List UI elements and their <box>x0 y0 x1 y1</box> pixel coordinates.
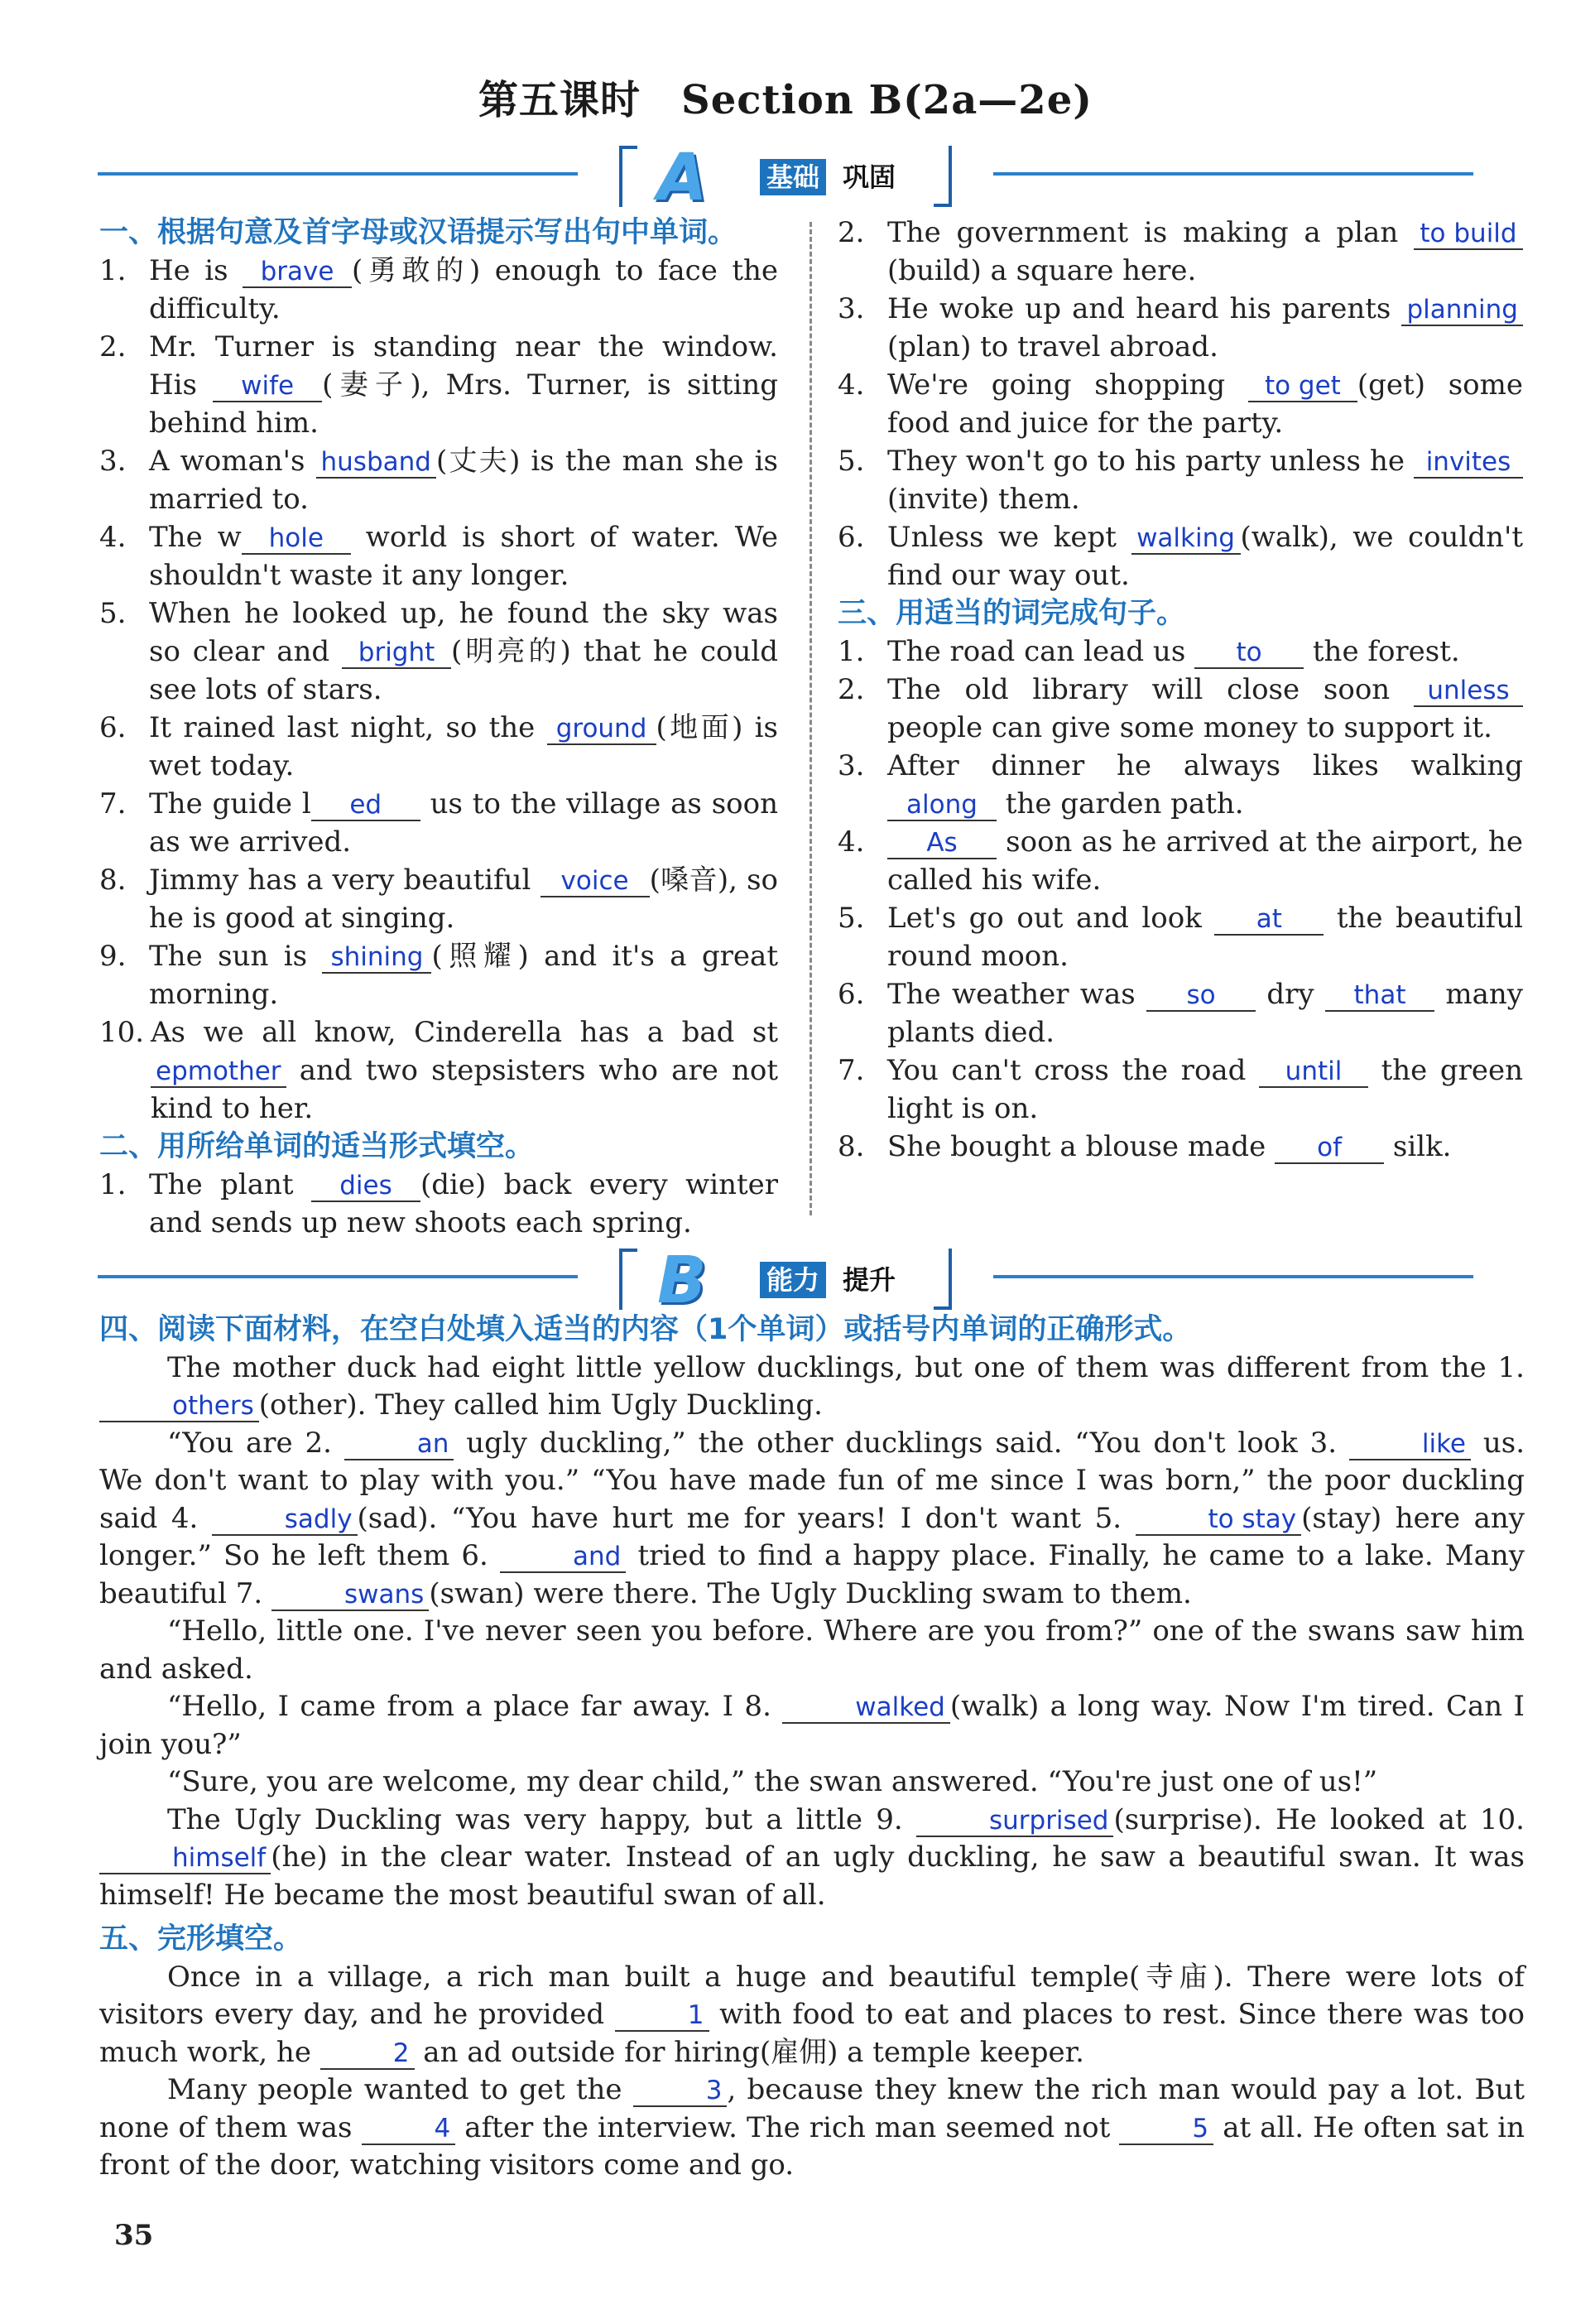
answer-blank: to stay <box>1136 1504 1302 1536</box>
exercise-item <box>99 594 778 709</box>
answer-blank: himself <box>99 1843 271 1874</box>
item-text: The plant dies (die) back every winter and sends up new shoots each spring. <box>149 1168 778 1239</box>
banner-line-left <box>98 1275 578 1278</box>
column-divider <box>810 222 812 1215</box>
item-text: The guide l ed us to the village as soon as we arrived. <box>149 787 779 859</box>
exercise-item <box>838 823 1523 899</box>
item-text: The w hole world is short of water. We shouldn't waste it any longer. <box>149 521 778 592</box>
banner-tag: 基础 <box>760 159 826 195</box>
item-number: 2. <box>838 673 865 706</box>
banner-line-left <box>98 172 578 176</box>
part3-heading: 三、用适当的词完成句子。 <box>838 597 1186 630</box>
item-text: The road can lead us to the forest. <box>887 635 1460 668</box>
exercise-item <box>99 518 778 594</box>
part4-paragraph: “Sure, you are welcome, my dear child,” the swan answered. “You're just one of us!” <box>167 1765 1378 1798</box>
exercise-item <box>838 633 1523 671</box>
item-text: The weather was so dry that many plants died. <box>887 978 1523 1049</box>
answer-blank: and <box>500 1542 626 1573</box>
item-text: As we all know, Cinderella has a bad stepmother and two stepsisters who are not kind to her. <box>151 1016 778 1125</box>
item-number: 9. <box>99 940 127 973</box>
item-number: 4. <box>838 825 865 859</box>
item-number: 8. <box>99 864 127 897</box>
item-text: After dinner he always likes walking along the garden path. <box>887 749 1523 820</box>
item-number: 3. <box>838 292 865 325</box>
part5-paragraph: Once in a village, a rich man built a huge and beautiful temple(寺庙). There were lots of visitors every day, and he provided 1 with food to eat and places to rest. Since there was too much work, he 2 an ad outside for hiring(雇佣) a temple keeper. <box>99 1960 1525 2069</box>
banner-line-right <box>993 172 1473 176</box>
item-number: 4. <box>838 368 865 402</box>
item-number: 2. <box>99 330 127 363</box>
exercise-item <box>99 1013 778 1128</box>
item-text: We're going shopping to get (get) some food and juice for the party. <box>887 368 1523 440</box>
answer-blank: 1 <box>615 2000 709 2032</box>
item-number: 3. <box>838 749 865 782</box>
banner-letter: A <box>657 141 708 215</box>
answer-blank: walking <box>1131 523 1241 555</box>
exercise-item <box>838 747 1523 823</box>
page-number: 35 <box>114 2219 154 2252</box>
item-text: You can't cross the road until the green light is on. <box>887 1054 1523 1125</box>
answer-blank: until <box>1259 1056 1368 1088</box>
item-text: A woman's husband (丈夫) is the man she is married to. <box>149 445 778 516</box>
exercise-item <box>838 899 1523 975</box>
item-text: As soon as he arrived at the airport, he called his wife. <box>887 825 1523 897</box>
answer-blank: epmother <box>151 1056 286 1088</box>
part5-paragraph: Many people wanted to get the 3 , because they knew the rich man would pay a lot. But none of them was 4 after the interview. The rich man seemed not 5 at all. He often sat in front of the door, watching visitors come and go. <box>99 2073 1525 2182</box>
answer-blank: shining <box>322 942 431 974</box>
answer-blank: sadly <box>212 1504 358 1536</box>
answer-blank: that <box>1325 980 1434 1012</box>
item-text: Jimmy has a very beautiful voice (嗓音), so he is good at singing. <box>149 864 779 935</box>
item-number: 7. <box>838 1054 865 1087</box>
left-column <box>99 214 778 1242</box>
section-banner-b <box>98 1244 1473 1318</box>
exercise-item <box>838 975 1523 1051</box>
item-text: The old library will close soon unless people can give some money to support it. <box>887 671 1523 747</box>
exercise-item <box>99 861 778 937</box>
answer-blank: 2 <box>320 2038 415 2070</box>
item-number: 6. <box>838 521 865 554</box>
answer-blank: ed <box>311 790 420 821</box>
item-text: Mr. Turner is standing near the window. His wife (妻子), Mrs. Turner, is sitting behind him. <box>149 330 779 440</box>
answer-blank: wife <box>213 371 322 402</box>
item-number: 8. <box>838 1130 865 1163</box>
bracket-left <box>619 1249 637 1310</box>
part4-paragraph: The Ugly Duckling was very happy, but a little 9. surprised (surprise). He looked at 10. himself (he) in the clear water. Instead of an ugly duckling, he saw a beautiful swan. It was himself! He became the most beautiful swan of all. <box>99 1802 1525 1912</box>
answer-blank: surprised <box>916 1806 1113 1837</box>
answer-blank: so <box>1146 980 1256 1012</box>
item-number: 5. <box>99 597 127 630</box>
exercise-item <box>838 671 1523 747</box>
answer-blank: to build <box>1414 219 1523 250</box>
exercise-item <box>838 366 1523 442</box>
answer-blank: ground <box>547 714 656 745</box>
answer-blank: to get <box>1248 371 1357 402</box>
exercise-item <box>838 442 1523 518</box>
banner-tag-label: 巩固 <box>843 161 896 193</box>
answer-blank: hole <box>242 523 351 555</box>
part4-block <box>99 1311 1525 1914</box>
item-text: When he looked up, he found the sky was so clear and bright (明亮的) that he could see lots of stars. <box>149 597 778 706</box>
banner-tag-label: 提升 <box>843 1264 896 1296</box>
part2-heading: 二、用所给单词的适当形式填空。 <box>99 1130 535 1163</box>
answer-blank: to <box>1194 638 1304 669</box>
exercise-item <box>838 1051 1523 1128</box>
exercise-item <box>99 1166 778 1242</box>
answer-blank: of <box>1275 1133 1384 1164</box>
item-text: They won't go to his party unless he invites(invite) them. <box>887 442 1523 518</box>
exercise-item <box>99 328 778 442</box>
page-title: 第五课时 Section B(2a—2e) <box>478 77 1093 123</box>
exercise-item <box>838 214 1523 290</box>
answer-blank: along <box>887 790 997 821</box>
answer-blank: 3 <box>633 2076 728 2107</box>
part5-block <box>99 1921 1525 2185</box>
item-text: The sun is shining (照耀) and it's a great morning. <box>149 940 778 1011</box>
part4-paragraph: The mother duck had eight little yellow ducklings, but one of them was different from the 1. others (other). They called him Ugly Duckling. <box>99 1350 1525 1425</box>
banner-letter: B <box>657 1244 707 1318</box>
part4-paragraph: “Hello, I came from a place far away. I 8. walked (walk) a long way. Now I'm tired. Can I join you?” <box>99 1690 1525 1761</box>
bracket-left <box>619 146 637 207</box>
exercise-item <box>99 252 778 328</box>
exercise-item <box>838 518 1523 594</box>
part4-paragraph: “You are 2. an ugly duckling,” the other ducklings said. “You don't look 3. like us. We don't want to play with you.” “You have made fun of me since I was born,” the poor duckling said 4. sadly (sad). “You have hurt me for years! I don't want 5. to stay (stay) here any longer.” So he left them 6. and tried to find a happy place. Finally, he came to a lake. Many beautiful 7. swans (swan) were there. The Ugly Duckling swam to them. <box>99 1426 1525 1610</box>
exercise-item <box>99 709 778 785</box>
answer-blank: others <box>99 1391 259 1422</box>
answer-blank: brave <box>243 257 352 288</box>
part4-paragraph: “Hello, little one. I've never seen you before. Where are you from?” one of the swans saw him and asked. <box>99 1614 1525 1686</box>
item-number: 4. <box>99 521 127 554</box>
answer-blank: swans <box>271 1580 429 1611</box>
answer-blank: at <box>1214 904 1324 936</box>
part1-heading: 一、根据句意及首字母或汉语提示写出句中单词。 <box>99 216 737 249</box>
item-number: 5. <box>838 902 865 935</box>
item-number: 1. <box>99 1168 127 1201</box>
item-number: 1. <box>99 254 127 287</box>
item-number: 2. <box>838 216 865 249</box>
item-number: 10. <box>99 1016 145 1049</box>
item-number: 3. <box>99 445 127 478</box>
bracket-right <box>934 146 952 207</box>
item-text: He woke up and heard his parents planning(plan) to travel abroad. <box>887 290 1523 366</box>
item-number: 6. <box>838 978 865 1011</box>
answer-blank: an <box>344 1429 454 1460</box>
exercise-item <box>838 290 1523 366</box>
exercise-item <box>838 1128 1523 1166</box>
item-text: The government is making a plan to build(build) a square here. <box>887 214 1523 290</box>
answer-blank: planning <box>1401 295 1523 326</box>
item-text: She bought a blouse made of silk. <box>887 1130 1452 1163</box>
item-text: He is brave (勇敢的) enough to face the difficulty. <box>149 254 778 325</box>
answer-blank: 4 <box>362 2114 456 2145</box>
answer-blank: bright <box>342 638 451 669</box>
answer-blank: unless <box>1414 676 1523 707</box>
item-text: Unless we kept walking (walk), we couldn't find our way out. <box>887 521 1524 592</box>
right-column <box>838 214 1523 1166</box>
item-number: 7. <box>99 787 127 820</box>
answer-blank: voice <box>540 866 650 897</box>
answer-blank: husband <box>316 447 436 479</box>
section-banner-a <box>98 141 1473 215</box>
answer-blank: As <box>887 828 997 859</box>
bracket-right <box>934 1249 952 1310</box>
answer-blank: walked <box>782 1692 950 1724</box>
answer-blank: invites <box>1414 447 1523 479</box>
item-number: 6. <box>99 711 127 744</box>
banner-tag: 能力 <box>760 1262 826 1298</box>
exercise-item <box>99 785 778 861</box>
item-number: 5. <box>838 445 865 478</box>
exercise-item <box>99 442 778 518</box>
exercise-item <box>99 937 778 1013</box>
answer-blank: 5 <box>1119 2114 1213 2145</box>
answer-blank: like <box>1349 1429 1471 1460</box>
item-text: Let's go out and look at the beautiful round moon. <box>887 902 1523 973</box>
banner-line-right <box>993 1275 1473 1278</box>
part5-heading: 五、完形填空。 <box>99 1922 303 1956</box>
item-number: 1. <box>838 635 865 668</box>
answer-blank: dies <box>311 1171 420 1202</box>
part4-heading: 四、阅读下面材料，在空白处填入适当的内容（1个单词）或括号内单词的正确形式。 <box>99 1313 1192 1346</box>
item-text: It rained last night, so the ground (地面) is wet today. <box>149 711 778 782</box>
